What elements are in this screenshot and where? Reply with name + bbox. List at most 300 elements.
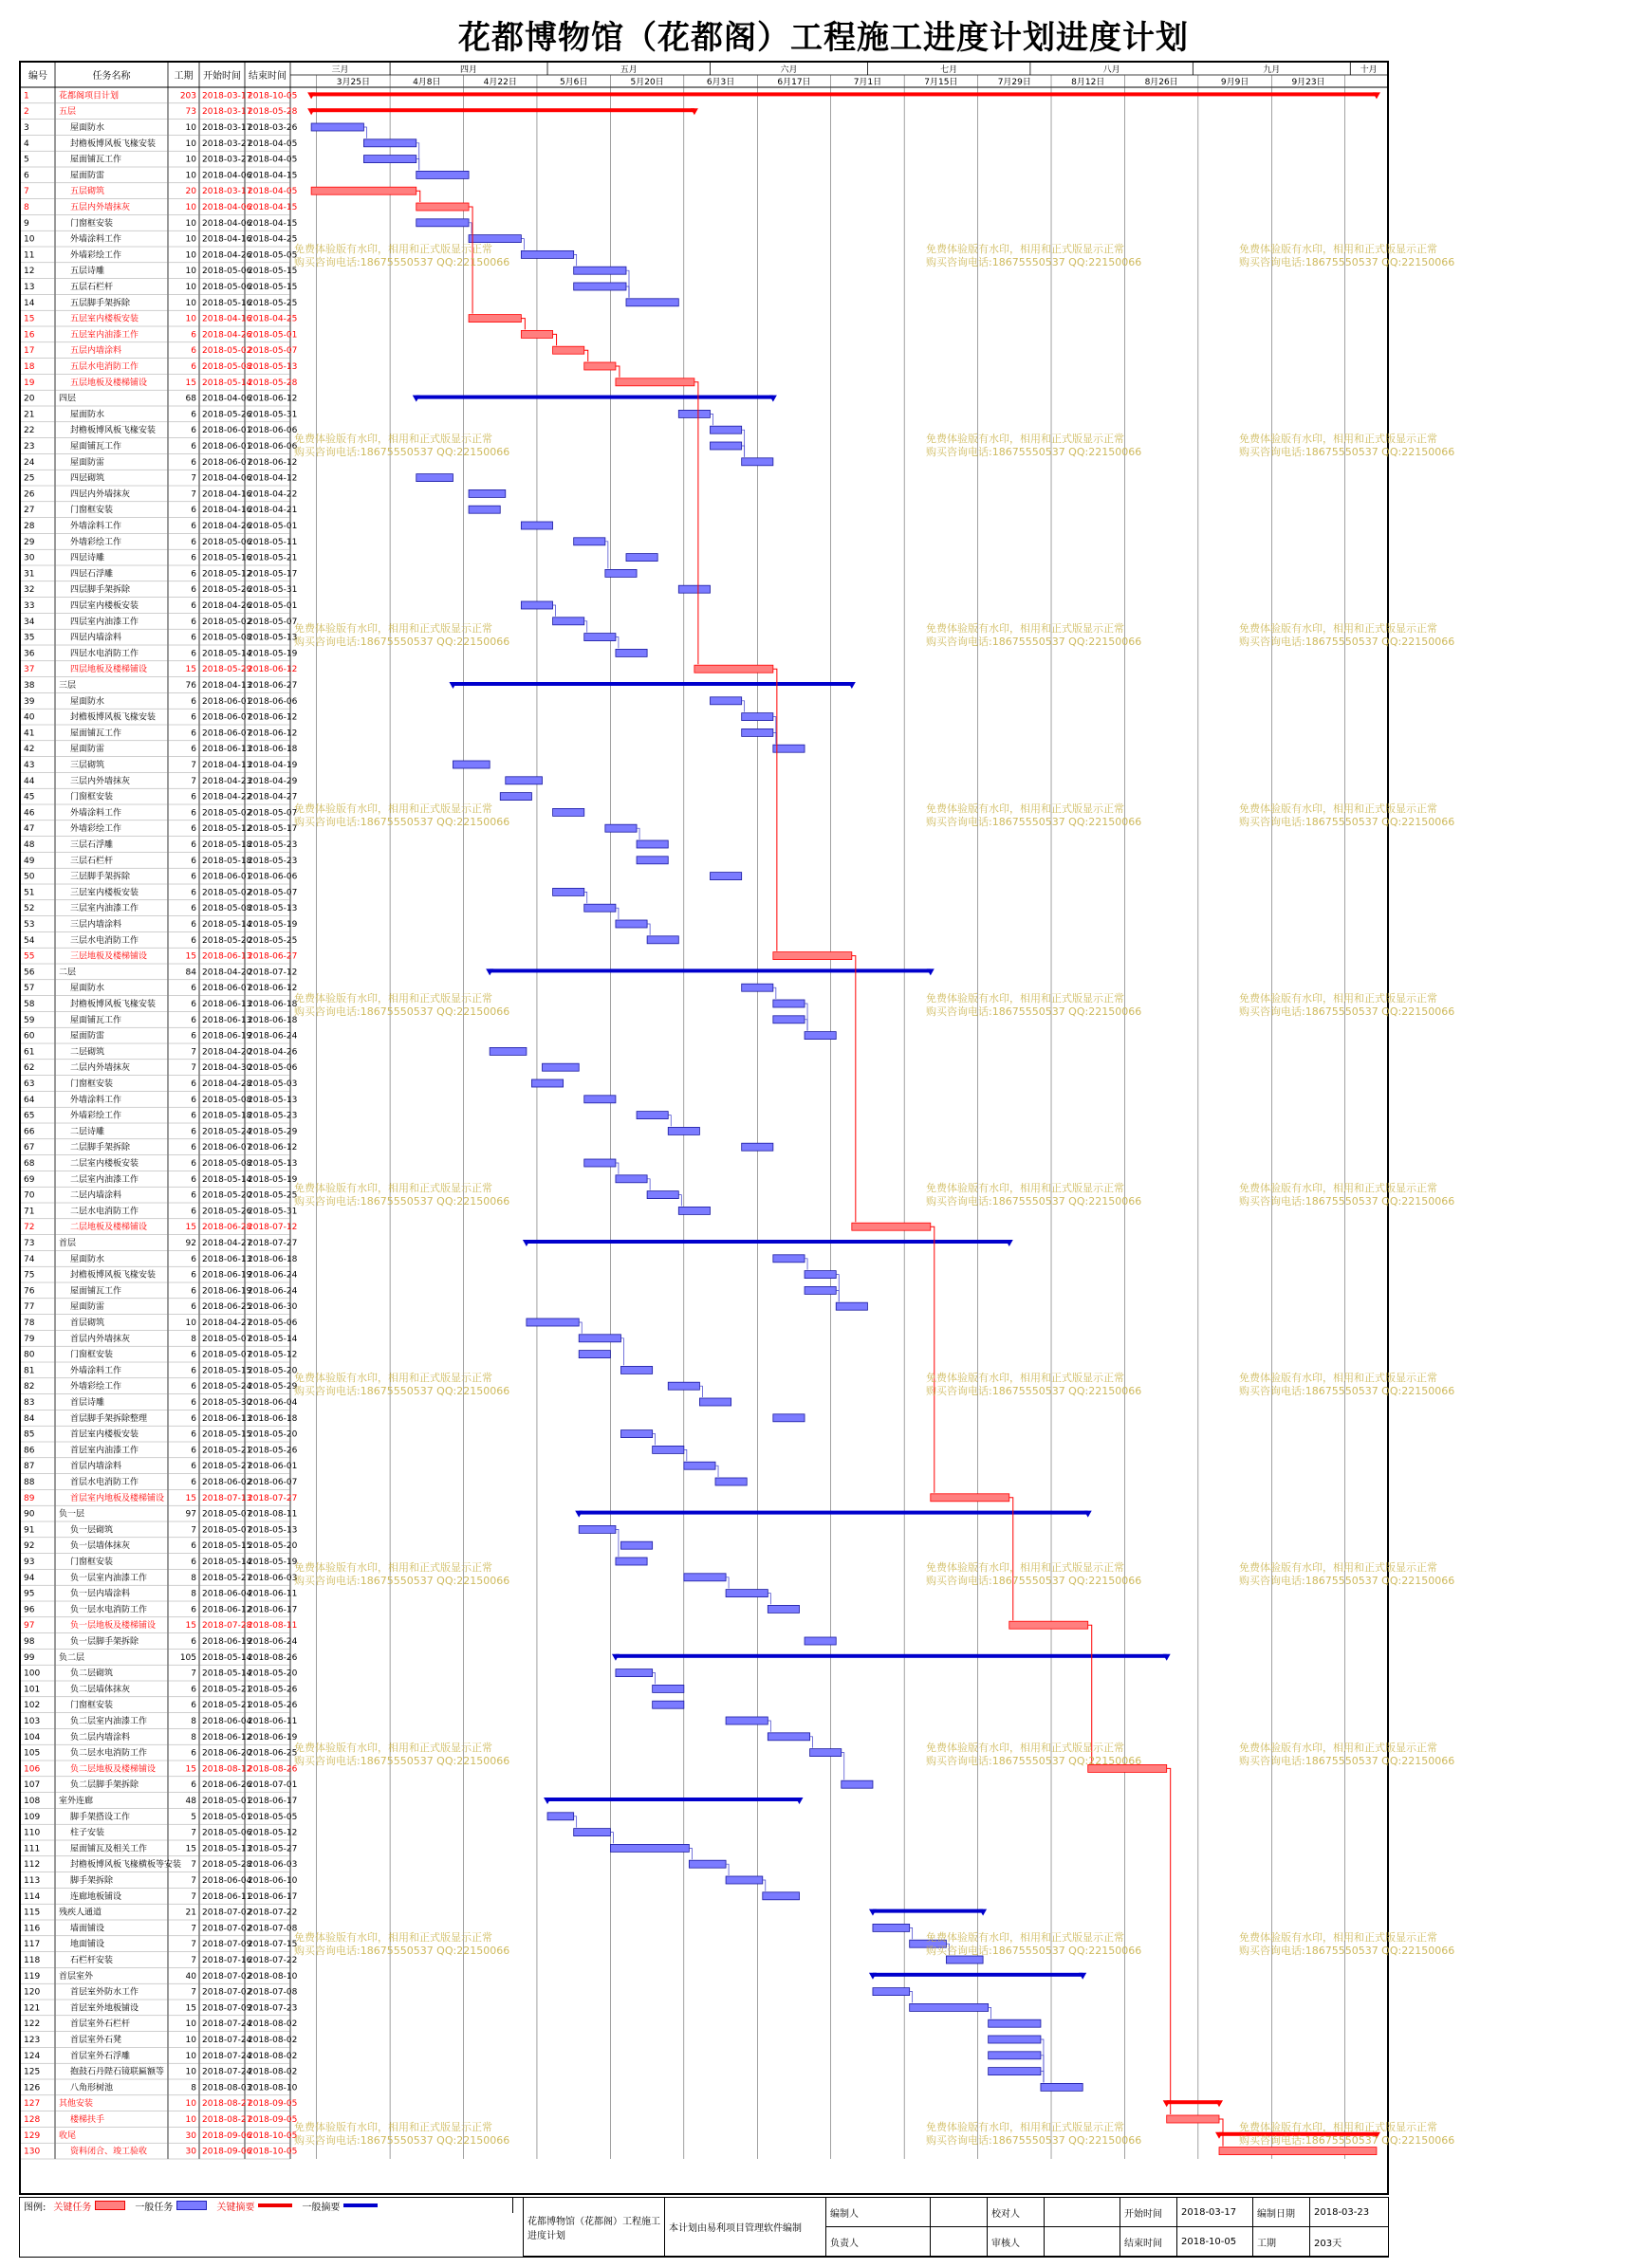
task-name: 首层室外防水工作 [70, 1987, 139, 1998]
task-name: 四层石浮雕 [70, 569, 114, 580]
task-id: 114 [24, 1891, 41, 1902]
critical-link [852, 956, 856, 1223]
task-end: 2018-05-19 [248, 1174, 298, 1185]
footer-editor-label: 编制人 [826, 2198, 931, 2227]
task-duration: 6 [191, 1382, 196, 1392]
critical-link [521, 319, 525, 330]
task-bar [689, 1860, 726, 1868]
critical-link [1009, 1498, 1013, 1620]
task-bar [616, 1558, 647, 1565]
task-end: 2018-06-03 [248, 1573, 298, 1583]
task-end: 2018-04-05 [248, 187, 298, 197]
task-bar [469, 489, 506, 497]
dependency-link [416, 159, 419, 171]
task-start: 2018-06-19 [202, 1637, 252, 1647]
task-id: 104 [24, 1732, 41, 1742]
task-start: 2018-05-18 [202, 840, 252, 850]
task-start: 2018-03-27 [202, 138, 252, 149]
dependency-link [715, 1466, 718, 1477]
task-end: 2018-05-12 [248, 1350, 298, 1360]
task-start: 2018-06-13 [202, 951, 252, 962]
watermark-line-2: 购买咨询电话:18675550537 QQ:22150066 [1239, 1575, 1455, 1587]
task-end: 2018-05-17 [248, 824, 298, 835]
task-start: 2018-05-27 [202, 1462, 252, 1472]
month-label: 三月 [331, 65, 349, 75]
task-name: 首层内墙涂料 [70, 1462, 122, 1472]
task-bar [574, 1829, 611, 1836]
task-duration: 6 [191, 330, 196, 341]
task-end: 2018-07-12 [248, 968, 298, 978]
task-duration: 10 [185, 234, 196, 245]
task-bar [553, 618, 584, 625]
task-name: 负一层室内油漆工作 [70, 1573, 148, 1583]
task-name: 石栏杆安装 [70, 1956, 114, 1965]
task-name: 三层地板及楼梯铺设 [70, 951, 148, 962]
task-end: 2018-06-11 [248, 1589, 298, 1599]
task-id: 6 [24, 171, 29, 181]
watermark-line-1: 免费体验版有水印，相用和正式版显示正常 [1239, 1742, 1437, 1754]
task-duration: 6 [191, 920, 196, 930]
task-name: 三层砌筑 [70, 761, 105, 770]
task-name: 首层水电消防工作 [70, 1478, 139, 1487]
task-end: 2018-07-22 [248, 1956, 298, 1965]
dependency-link [553, 605, 556, 617]
task-name: 负一层墙体抹灰 [70, 1541, 131, 1552]
task-name: 三层 [59, 681, 77, 691]
footer-reviewer-value [1045, 2227, 1120, 2257]
task-id: 24 [24, 457, 35, 468]
task-start: 2018-07-09 [202, 2003, 252, 2014]
month-label: 九月 [1263, 65, 1281, 75]
task-name: 外墙彩绘工作 [70, 1111, 122, 1121]
task-end: 2018-06-11 [248, 1717, 298, 1726]
task-end: 2018-06-01 [248, 1462, 298, 1472]
task-duration: 5 [191, 1812, 196, 1822]
task-name: 屋面防雷 [70, 457, 105, 468]
task-name: 花都阁项目计划 [59, 91, 120, 101]
task-bar [637, 1112, 668, 1119]
task-duration: 6 [191, 1685, 196, 1695]
task-bar [653, 1685, 684, 1692]
task-start: 2018-05-26 [202, 1207, 252, 1217]
task-start: 2018-04-06 [202, 171, 252, 181]
task-start: 2018-07-02 [202, 1971, 252, 1982]
task-id: 87 [24, 1462, 35, 1472]
task-id: 27 [24, 506, 35, 516]
task-id: 76 [24, 1286, 35, 1297]
task-start: 2018-06-13 [202, 1000, 252, 1009]
task-duration: 68 [185, 394, 196, 404]
task-name: 屋面防雷 [70, 171, 105, 181]
dependency-link [836, 1290, 839, 1301]
task-start: 2018-06-01 [202, 426, 252, 436]
task-end: 2018-06-27 [248, 951, 298, 962]
task-end: 2018-06-24 [248, 1637, 298, 1647]
task-name: 八角形树池 [70, 2083, 114, 2093]
task-end: 2018-07-01 [248, 1780, 298, 1791]
task-bar [678, 585, 710, 593]
task-start: 2018-03-27 [202, 155, 252, 165]
dependency-link [805, 1259, 807, 1270]
task-id: 123 [24, 2036, 41, 2045]
dependency-link [689, 1848, 692, 1859]
task-duration: 6 [191, 1079, 196, 1089]
task-end: 2018-06-24 [248, 1031, 298, 1042]
task-bar [768, 1733, 809, 1741]
watermark-line-1: 免费体验版有水印，相用和正式版显示正常 [1239, 1561, 1437, 1574]
task-bar [453, 761, 490, 768]
task-id: 21 [24, 410, 35, 420]
task-bar [773, 1414, 805, 1422]
task-id: 64 [24, 1095, 35, 1105]
summary-bar [527, 1240, 1009, 1244]
task-id: 53 [24, 920, 35, 930]
task-end: 2018-05-03 [248, 1079, 298, 1089]
task-duration: 6 [191, 888, 196, 898]
dependency-link [647, 924, 650, 935]
task-duration: 6 [191, 1270, 196, 1281]
task-bar [616, 920, 647, 928]
task-start: 2018-06-07 [202, 712, 252, 723]
task-end: 2018-05-19 [248, 649, 298, 659]
gantt-svg [21, 63, 1455, 2193]
task-start: 2018-06-04 [202, 1876, 252, 1886]
task-start: 2018-04-27 [202, 1318, 252, 1328]
task-end: 2018-06-19 [248, 1732, 298, 1742]
watermark-line-2: 购买咨询电话:18675550537 QQ:22150066 [1239, 1005, 1455, 1018]
task-start: 2018-04-06 [202, 203, 252, 212]
task-id: 18 [24, 362, 35, 372]
watermark-line-2: 购买咨询电话:18675550537 QQ:22150066 [294, 256, 510, 268]
task-name: 外墙彩绘工作 [70, 250, 122, 261]
task-end: 2018-05-07 [248, 888, 298, 898]
task-start: 2018-05-14 [202, 1174, 252, 1185]
task-bar [726, 1717, 768, 1724]
task-bar [1041, 2083, 1083, 2091]
task-name: 门窗框安装 [70, 1701, 114, 1711]
month-label: 四月 [460, 65, 478, 75]
task-bar [805, 1637, 836, 1645]
task-duration: 105 [179, 1652, 196, 1663]
task-duration: 6 [191, 1748, 196, 1759]
task-id: 73 [24, 1239, 35, 1248]
critical-link [931, 1226, 935, 1493]
task-end: 2018-06-25 [248, 1748, 298, 1759]
task-id: 65 [24, 1111, 35, 1121]
task-bar [527, 1318, 579, 1326]
task-name: 屋面铺瓦工作 [70, 155, 122, 165]
task-duration: 10 [185, 218, 196, 229]
footer-software-note: 本计划由易利项目管理软件编制 [665, 2198, 826, 2257]
week-label: 7月15日 [924, 78, 958, 87]
task-start: 2018-05-24 [202, 1382, 252, 1392]
task-start: 2018-06-04 [202, 1589, 252, 1599]
task-id: 54 [24, 935, 35, 946]
task-start: 2018-04-28 [202, 1079, 252, 1089]
task-id: 99 [24, 1652, 35, 1663]
task-duration: 10 [185, 2099, 196, 2110]
task-name: 屋面防雷 [70, 1031, 105, 1042]
task-end: 2018-08-11 [248, 1621, 298, 1632]
critical-link [616, 366, 620, 378]
watermark-line-1: 免费体验版有水印，相用和正式版显示正常 [926, 1372, 1124, 1384]
task-bar [836, 1302, 867, 1310]
task-bar [574, 538, 605, 545]
task-end: 2018-05-26 [248, 1685, 298, 1695]
task-end: 2018-05-13 [248, 362, 298, 372]
task-end: 2018-05-15 [248, 283, 298, 292]
task-end: 2018-07-27 [248, 1239, 298, 1248]
task-name: 负一层 [59, 1509, 85, 1520]
task-start: 2018-06-07 [202, 457, 252, 468]
task-bar [684, 1462, 715, 1469]
task-end: 2018-08-10 [248, 2083, 298, 2093]
task-duration: 6 [191, 1478, 196, 1487]
task-id: 19 [24, 378, 35, 388]
task-bar [616, 649, 647, 656]
watermark-line-2: 购买咨询电话:18675550537 QQ:22150066 [294, 1385, 510, 1397]
footer-start-value: 2018-03-17 [1177, 2198, 1253, 2227]
task-end: 2018-05-25 [248, 935, 298, 946]
dependency-link [742, 701, 745, 712]
task-name: 五层室内楼板安装 [70, 314, 139, 324]
task-duration: 6 [191, 1462, 196, 1472]
task-duration: 6 [191, 553, 196, 563]
task-start: 2018-04-30 [202, 1063, 252, 1074]
task-start: 2018-06-13 [202, 745, 252, 755]
task-id: 122 [24, 2019, 41, 2030]
task-id: 108 [24, 1797, 41, 1806]
task-duration: 15 [185, 1844, 196, 1854]
task-duration: 7 [191, 761, 196, 770]
task-duration: 6 [191, 346, 196, 357]
watermark-line-2: 购买咨询电话:18675550537 QQ:22150066 [294, 816, 510, 828]
task-end: 2018-06-24 [248, 1270, 298, 1281]
task-bar [768, 1605, 799, 1613]
week-label: 4月8日 [413, 78, 441, 87]
task-start: 2018-05-02 [202, 808, 252, 819]
task-start: 2018-05-26 [202, 585, 252, 596]
task-name: 二层 [59, 968, 77, 978]
task-id: 109 [24, 1812, 41, 1822]
watermark-line-1: 免费体验版有水印，相用和正式版显示正常 [926, 1182, 1124, 1194]
watermark-line-1: 免费体验版有水印，相用和正式版显示正常 [926, 992, 1124, 1005]
watermark-line-1: 免费体验版有水印，相用和正式版显示正常 [1239, 1372, 1437, 1384]
task-id: 103 [24, 1717, 41, 1726]
watermark-line-1: 免费体验版有水印，相用和正式版显示正常 [1239, 2121, 1437, 2133]
task-start: 2018-07-24 [202, 2051, 252, 2061]
task-id: 40 [24, 712, 35, 723]
task-bar [579, 1335, 620, 1342]
task-id: 113 [24, 1876, 41, 1886]
task-duration: 15 [185, 378, 196, 388]
task-id: 85 [24, 1429, 35, 1440]
task-duration: 6 [191, 935, 196, 946]
task-id: 80 [24, 1350, 35, 1360]
task-start: 2018-07-09 [202, 1940, 252, 1950]
task-id: 28 [24, 522, 35, 531]
task-name: 门窗框安装 [70, 792, 114, 802]
task-duration: 6 [191, 426, 196, 436]
task-duration: 7 [191, 489, 196, 500]
task-end: 2018-06-18 [248, 1254, 298, 1264]
task-name: 五层室内油漆工作 [70, 330, 139, 341]
task-start: 2018-05-15 [202, 1429, 252, 1440]
dependency-link [742, 430, 745, 457]
task-start: 2018-03-17 [202, 187, 252, 197]
task-start: 2018-05-14 [202, 1669, 252, 1679]
task-end: 2018-03-26 [248, 123, 298, 133]
task-id: 20 [24, 394, 35, 404]
task-name: 三层石栏杆 [70, 856, 114, 866]
task-id: 82 [24, 1382, 35, 1392]
task-bar [553, 808, 584, 816]
watermark-line-1: 免费体验版有水印，相用和正式版显示正常 [1239, 1182, 1437, 1194]
task-name: 收尾 [59, 2130, 77, 2141]
task-start: 2018-05-14 [202, 649, 252, 659]
task-bar [416, 171, 469, 178]
task-start: 2018-04-23 [202, 776, 252, 786]
task-end: 2018-05-25 [248, 1190, 298, 1201]
task-bar [653, 1701, 684, 1708]
task-id: 58 [24, 1000, 35, 1009]
task-name: 首层室外石凳 [70, 2036, 122, 2045]
dependency-link [742, 446, 745, 457]
task-name: 四层地板及楼梯铺设 [70, 665, 148, 675]
task-id: 47 [24, 824, 35, 835]
task-bar [500, 793, 531, 801]
task-id: 81 [24, 1366, 35, 1376]
task-start: 2018-04-26 [202, 330, 252, 341]
watermark-line-2: 购买咨询电话:18675550537 QQ:22150066 [926, 636, 1142, 648]
task-id: 112 [24, 1860, 41, 1871]
task-duration: 84 [185, 968, 196, 978]
dependency-link [620, 1338, 623, 1366]
task-start: 2018-05-20 [202, 1190, 252, 1201]
task-end: 2018-06-18 [248, 1015, 298, 1025]
task-duration: 7 [191, 1956, 196, 1965]
dependency-link [684, 1449, 687, 1461]
task-name: 负二层砌筑 [70, 1669, 114, 1679]
task-duration: 6 [191, 984, 196, 994]
task-start: 2018-06-19 [202, 1270, 252, 1281]
task-start: 2018-06-07 [202, 984, 252, 994]
task-name: 负二层 [59, 1652, 85, 1663]
task-start: 2018-05-01 [202, 1797, 252, 1806]
watermark-line-1: 免费体验版有水印，相用和正式版显示正常 [294, 243, 492, 255]
task-id: 1 [24, 91, 29, 101]
task-name: 五层脚手架拆除 [70, 298, 131, 308]
task-duration: 6 [191, 1605, 196, 1615]
task-bar [989, 2019, 1041, 2027]
task-bar [469, 506, 500, 513]
task-duration: 10 [185, 2051, 196, 2061]
legend-normal-task-swatch [176, 2201, 207, 2210]
task-bar [805, 1032, 836, 1040]
task-end: 2018-05-07 [248, 617, 298, 627]
task-id: 66 [24, 1127, 35, 1137]
task-duration: 6 [191, 1015, 196, 1025]
task-bar [694, 665, 773, 673]
task-end: 2018-06-12 [248, 712, 298, 723]
task-id: 127 [24, 2099, 41, 2110]
task-name: 屋面铺瓦及相关工作 [70, 1844, 148, 1854]
dependency-link [416, 143, 419, 171]
footer-checker-value [1045, 2198, 1120, 2227]
task-id: 119 [24, 1971, 41, 1982]
task-bar [842, 1780, 873, 1788]
task-bar [579, 1351, 610, 1358]
task-name: 屋面防水 [70, 1254, 105, 1264]
task-bar [1219, 2148, 1377, 2155]
task-duration: 7 [191, 1924, 196, 1934]
task-id: 63 [24, 1079, 35, 1089]
dependency-link [1041, 2072, 1044, 2083]
task-bar [574, 267, 626, 274]
task-start: 2018-05-01 [202, 1812, 252, 1822]
task-bar [1009, 1621, 1088, 1629]
task-id: 120 [24, 1987, 41, 1998]
task-end: 2018-06-06 [248, 426, 298, 436]
task-name: 负一层脚手架拆除 [70, 1637, 139, 1647]
task-start: 2018-08-27 [202, 2115, 252, 2125]
task-end: 2018-09-05 [248, 2115, 298, 2125]
task-bar [710, 697, 741, 705]
table-header-id: 编号 [28, 71, 47, 82]
task-end: 2018-06-10 [248, 1876, 298, 1886]
task-duration: 6 [191, 569, 196, 580]
task-id: 128 [24, 2115, 41, 2125]
task-end: 2018-06-17 [248, 1605, 298, 1615]
task-duration: 6 [191, 1159, 196, 1169]
task-start: 2018-04-06 [202, 218, 252, 229]
task-name: 负一层地板及楼梯铺设 [70, 1621, 157, 1632]
task-id: 75 [24, 1270, 35, 1281]
task-duration: 6 [191, 856, 196, 866]
dependency-link [610, 1833, 613, 1844]
task-name: 四层诗雕 [70, 553, 105, 563]
task-duration: 7 [191, 1860, 196, 1871]
week-label: 7月29日 [997, 78, 1031, 87]
task-duration: 203 [179, 91, 196, 101]
task-start: 2018-06-12 [202, 1605, 252, 1615]
legend-critical-task-swatch [95, 2201, 125, 2210]
task-name: 首层室外 [59, 1971, 94, 1982]
watermark-line-2: 购买咨询电话:18675550537 QQ:22150066 [1239, 256, 1455, 268]
task-name: 负二层室内油漆工作 [70, 1717, 148, 1726]
task-name: 首层室外石栏杆 [70, 2019, 131, 2030]
watermark-line-1: 免费体验版有水印，相用和正式版显示正常 [294, 433, 492, 445]
task-duration: 6 [191, 1446, 196, 1456]
task-id: 59 [24, 1015, 35, 1025]
watermark-line-2: 购买咨询电话:18675550537 QQ:22150066 [1239, 2134, 1455, 2147]
task-end: 2018-08-02 [248, 2036, 298, 2045]
task-id: 95 [24, 1589, 35, 1599]
task-end: 2018-05-07 [248, 808, 298, 819]
task-start: 2018-06-20 [202, 1748, 252, 1759]
task-duration: 6 [191, 1143, 196, 1153]
task-end: 2018-07-12 [248, 1223, 298, 1233]
task-id: 70 [24, 1190, 35, 1201]
task-duration: 6 [191, 1398, 196, 1408]
task-bar [873, 1924, 910, 1931]
task-duration: 76 [185, 681, 196, 691]
critical-link [416, 191, 420, 202]
task-duration: 6 [191, 1190, 196, 1201]
task-duration: 6 [191, 649, 196, 659]
task-name: 五层 [59, 107, 77, 118]
task-end: 2018-04-29 [248, 776, 298, 786]
